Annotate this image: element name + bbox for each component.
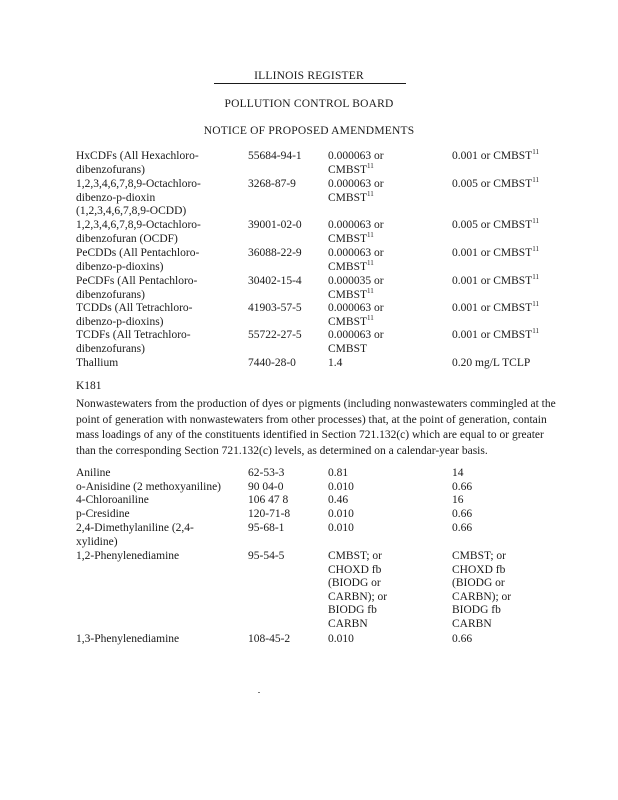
cas-number-text: 55684-94-1	[248, 150, 302, 162]
wastewater-standard-text: CARBN); or	[328, 590, 388, 603]
wastewater-standard-text: 0.010	[328, 522, 354, 534]
wastewater-standard	[328, 591, 387, 605]
nonwastewater-standard	[452, 219, 539, 233]
constituent-name	[76, 536, 118, 550]
nonwastewater-standard-text: 14	[452, 467, 464, 479]
constituent-name	[76, 329, 191, 343]
cas-number	[248, 219, 302, 233]
constituent-name	[76, 219, 201, 233]
nonwastewater-standard	[452, 564, 505, 578]
wastewater-standard-text: 0.81	[328, 467, 349, 479]
nonwastewater-standard	[452, 494, 464, 508]
nonwastewater-standard	[452, 357, 530, 371]
wastewater-standard-text: CMBST	[328, 260, 367, 273]
wastewater-standard	[328, 550, 382, 564]
cas-number	[248, 522, 284, 536]
wastewater-standard	[328, 329, 384, 343]
wastewater-standard	[328, 275, 384, 289]
cas-number-text: 120-71-8	[248, 508, 291, 520]
wastewater-standard-text: 0.000063 or	[328, 247, 384, 259]
constituent-name-text: dibenzo-p-dioxins)	[76, 315, 164, 328]
nonwastewater-standard-text: 0.001 or CMBST	[452, 329, 533, 341]
constituent-name	[76, 494, 149, 508]
cas-number-text: 62-53-3	[248, 467, 285, 479]
nonwastewater-standard	[452, 633, 472, 647]
nonwastewater-standard-text: 0.66	[452, 522, 473, 534]
constituent-name-text: HxCDFs (All Hexachloro-	[76, 150, 199, 162]
constituent-name	[76, 467, 111, 481]
constituent-name-text: dibenzo-p-dioxins)	[76, 260, 164, 273]
constituent-name	[76, 633, 179, 647]
nonwastewater-standard	[452, 508, 472, 522]
cas-number	[248, 481, 283, 495]
wastewater-standard	[328, 577, 381, 591]
cas-number	[248, 329, 302, 343]
nonwastewater-standard	[452, 618, 492, 632]
footnote-marker: 11	[367, 313, 374, 322]
cas-number	[248, 178, 296, 192]
notice-title: NOTICE OF PROPOSED AMENDMENTS	[203, 125, 415, 137]
footnote-marker: 11	[367, 161, 374, 170]
cas-number	[248, 467, 284, 481]
constituent-name-text: dibenzo-p-dioxin	[76, 191, 156, 204]
constituent-name-text: 1,2-Phenylenediamine	[76, 550, 180, 562]
constituent-name-text: o-Anisidine (2 methoxyaniline)	[76, 481, 221, 493]
wastewater-standard	[328, 522, 354, 536]
constituent-name-text: 1,2,3,4,6,7,8,9-Octachloro-	[76, 178, 201, 190]
wastewater-standard-text: CMBST	[328, 315, 367, 328]
cas-number-text: 36088-22-9	[248, 247, 302, 259]
constituent-name-text: dibenzofurans)	[76, 288, 145, 301]
constituent-name	[76, 343, 145, 357]
constituent-name	[76, 178, 201, 192]
footnote-marker: 11	[532, 148, 539, 156]
wastewater-standard	[328, 481, 354, 495]
constituent-name	[76, 550, 179, 564]
wastewater-standard-text: CMBST	[328, 288, 367, 301]
cas-number	[248, 150, 302, 164]
wastewater-standard-text: CMBST	[328, 232, 367, 245]
nonwastewater-standard-text: 0.001 or CMBST	[452, 275, 533, 287]
nonwastewater-standard-text: (BIODG or	[452, 577, 505, 589]
nonwastewater-standard-text: CHOXD fb	[452, 563, 506, 576]
wastewater-standard	[328, 357, 342, 371]
nonwastewater-standard	[452, 577, 505, 591]
cas-number	[248, 275, 302, 289]
cas-number-text: 108-45-2	[248, 633, 291, 645]
footnote-marker: 11	[367, 230, 374, 239]
nonwastewater-standard	[452, 150, 539, 164]
cas-number-text: 3268-87-9	[248, 178, 296, 190]
nonwastewater-standard-text: CARBN	[452, 617, 492, 630]
nonwastewater-standard	[452, 467, 464, 481]
wastewater-standard	[328, 633, 354, 647]
wastewater-standard-text: CMBST; or	[328, 550, 383, 562]
cas-number	[248, 302, 302, 316]
wastewater-standard	[328, 302, 384, 316]
wastewater-standard-text: 0.000063 or	[328, 219, 384, 231]
footnote-marker: 11	[367, 258, 374, 267]
nonwastewater-standard-text: 0.005 or CMBST	[452, 178, 533, 190]
constituent-name-text: Aniline	[76, 467, 111, 479]
footnote-marker: 11	[532, 176, 539, 184]
wastewater-standard-text: 0.46	[328, 494, 349, 506]
cas-number-text: 30402-15-4	[248, 275, 302, 287]
constituent-name-text: PeCDFs (All Pentachloro-	[76, 275, 198, 287]
cas-number	[248, 508, 290, 522]
constituent-name	[76, 316, 164, 330]
constituent-name-text: (1,2,3,4,6,7,8,9-OCDD)	[76, 205, 187, 217]
constituent-name	[76, 247, 199, 261]
constituent-name-text: 2,4-Dimethylaniline (2,4-	[76, 522, 194, 534]
wastewater-standard-text: 0.000035 or	[328, 275, 384, 287]
nonwastewater-standard-text: 0.20 mg/L TCLP	[452, 357, 531, 369]
wastewater-standard-text: 0.000063 or	[328, 329, 384, 341]
constituent-name	[76, 481, 221, 495]
nonwastewater-standard	[452, 481, 472, 495]
board-name: POLLUTION CONTROL BOARD	[224, 98, 394, 110]
constituent-name-text: TCDDs (All Tetrachloro-	[76, 302, 193, 314]
constituent-name	[76, 508, 130, 522]
nonwastewater-standard-text: 0.005 or CMBST	[452, 219, 533, 231]
constituent-name	[76, 164, 145, 178]
cas-number	[248, 357, 296, 371]
constituent-name-text: PeCDDs (All Pentachloro-	[76, 247, 200, 259]
nonwastewater-standard-text: BIODG fb	[452, 604, 501, 616]
nonwastewater-standard	[452, 329, 539, 343]
waste-description: Nonwastewaters from the production of dyes or pigments (including nonwastewaters commingled at the point of generation with nonwastewaters from other processes) that, at the point of generation, contain mass loadings of any of the constituents identified in Section 721.132(c) which are equal to or greater than the corresponding Section 721.132(c) levels, as determined on a calendar-year basis.	[76, 398, 556, 457]
cas-number	[248, 633, 290, 647]
footnote-marker: 11	[367, 189, 374, 198]
footnote-marker: 11	[532, 273, 539, 281]
wastewater-standard	[328, 494, 348, 508]
nonwastewater-standard	[452, 591, 511, 605]
cas-number	[248, 494, 288, 508]
nonwastewater-standard-text: 0.001 or CMBST	[452, 302, 533, 314]
constituent-name-text: Thallium	[76, 357, 119, 369]
register-title: ILLINOIS REGISTER	[254, 70, 364, 82]
nonwastewater-standard	[452, 247, 539, 261]
nonwastewater-standard-text: CARBN); or	[452, 590, 512, 603]
wastewater-standard-text: 0.000063 or	[328, 150, 384, 162]
cas-number-text: 95-54-5	[248, 550, 285, 562]
wastewater-standard	[328, 604, 377, 618]
constituent-name	[76, 357, 118, 371]
constituent-name-text: dibenzofurans)	[76, 163, 145, 176]
wastewater-standard	[328, 508, 354, 522]
constituent-name	[76, 205, 186, 219]
wastewater-standard-text: 0.010	[328, 508, 354, 520]
wastewater-standard-text: 0.000063 or	[328, 178, 384, 190]
nonwastewater-standard	[452, 302, 539, 316]
waste-code: K181	[76, 380, 102, 392]
nonwastewater-standard	[452, 522, 472, 536]
wastewater-standard-text: CMBST	[328, 191, 367, 204]
footnote-marker: 11	[367, 286, 374, 295]
constituent-name	[76, 261, 164, 275]
wastewater-standard	[328, 178, 384, 192]
wastewater-standard-text: 0.010	[328, 481, 354, 493]
footnote-marker: 11	[532, 217, 539, 225]
nonwastewater-standard	[452, 275, 539, 289]
constituent-name	[76, 150, 199, 164]
nonwastewater-standard	[452, 550, 506, 564]
wastewater-standard	[328, 150, 384, 164]
wastewater-standard-text: 0.010	[328, 633, 354, 645]
wastewater-standard	[328, 219, 384, 233]
nonwastewater-standard-text: 16	[452, 494, 464, 506]
cas-number-text: 39001-02-0	[248, 219, 302, 231]
constituent-name-text: xylidine)	[76, 535, 118, 548]
nonwastewater-standard-text: 0.001 or CMBST	[452, 247, 533, 259]
constituent-name	[76, 192, 155, 206]
cas-number	[248, 247, 302, 261]
wastewater-standard	[328, 247, 384, 261]
constituent-name-text: 1,2,3,4,6,7,8,9-Octachloro-	[76, 219, 201, 231]
wastewater-standard-text: BIODG fb	[328, 604, 377, 616]
cas-number-text: 106 47 8	[248, 494, 289, 506]
cas-number-text: 7440-28-0	[248, 357, 296, 369]
cas-number-text: 90 04-0	[248, 481, 284, 493]
wastewater-standard-text: (BIODG or	[328, 577, 381, 589]
nonwastewater-standard-text: 0.001 or CMBST	[452, 150, 533, 162]
wastewater-standard-text: 0.000063 or	[328, 302, 384, 314]
constituent-name-text: 4-Chloroaniline	[76, 494, 149, 506]
footnote-marker: 11	[532, 300, 539, 308]
cas-number-text: 95-68-1	[248, 522, 285, 534]
constituent-name-text: p-Cresidine	[76, 508, 130, 520]
nonwastewater-standard	[452, 178, 539, 192]
wastewater-standard-text: CMBST	[328, 342, 367, 355]
nonwastewater-standard	[452, 604, 501, 618]
nonwastewater-standard-text: 0.66	[452, 633, 473, 645]
constituent-name-text: 1,3-Phenylenediamine	[76, 633, 180, 645]
wastewater-standard-text: CHOXD fb	[328, 563, 382, 576]
wastewater-standard	[328, 230, 374, 247]
constituent-name-text: dibenzofuran (OCDF)	[76, 232, 178, 245]
scan-speck	[258, 692, 260, 693]
wastewater-standard-text: CMBST	[328, 163, 367, 176]
header-rule	[214, 83, 406, 84]
wastewater-standard	[328, 286, 374, 303]
wastewater-standard	[328, 313, 374, 330]
wastewater-standard	[328, 343, 367, 357]
constituent-name	[76, 275, 197, 289]
cas-number-text: 41903-57-5	[248, 302, 302, 314]
constituent-name	[76, 522, 194, 536]
wastewater-standard	[328, 618, 368, 632]
wastewater-standard-text: CARBN	[328, 617, 368, 630]
wastewater-standard	[328, 467, 348, 481]
cas-number	[248, 550, 284, 564]
wastewater-standard	[328, 258, 374, 275]
wastewater-standard	[328, 161, 374, 178]
wastewater-standard	[328, 189, 374, 206]
nonwastewater-standard-text: 0.66	[452, 481, 473, 493]
constituent-name	[76, 302, 193, 316]
constituent-name	[76, 289, 145, 303]
footnote-marker: 11	[532, 327, 539, 335]
wastewater-standard-text: 1.4	[328, 357, 343, 369]
nonwastewater-standard-text: 0.66	[452, 508, 473, 520]
wastewater-standard	[328, 564, 381, 578]
footnote-marker: 11	[532, 245, 539, 253]
constituent-name-text: TCDFs (All Tetrachloro-	[76, 329, 191, 341]
cas-number-text: 55722-27-5	[248, 329, 302, 341]
nonwastewater-standard-text: CMBST; or	[452, 550, 507, 562]
constituent-name	[76, 233, 178, 247]
constituent-name-text: dibenzofurans)	[76, 342, 145, 355]
